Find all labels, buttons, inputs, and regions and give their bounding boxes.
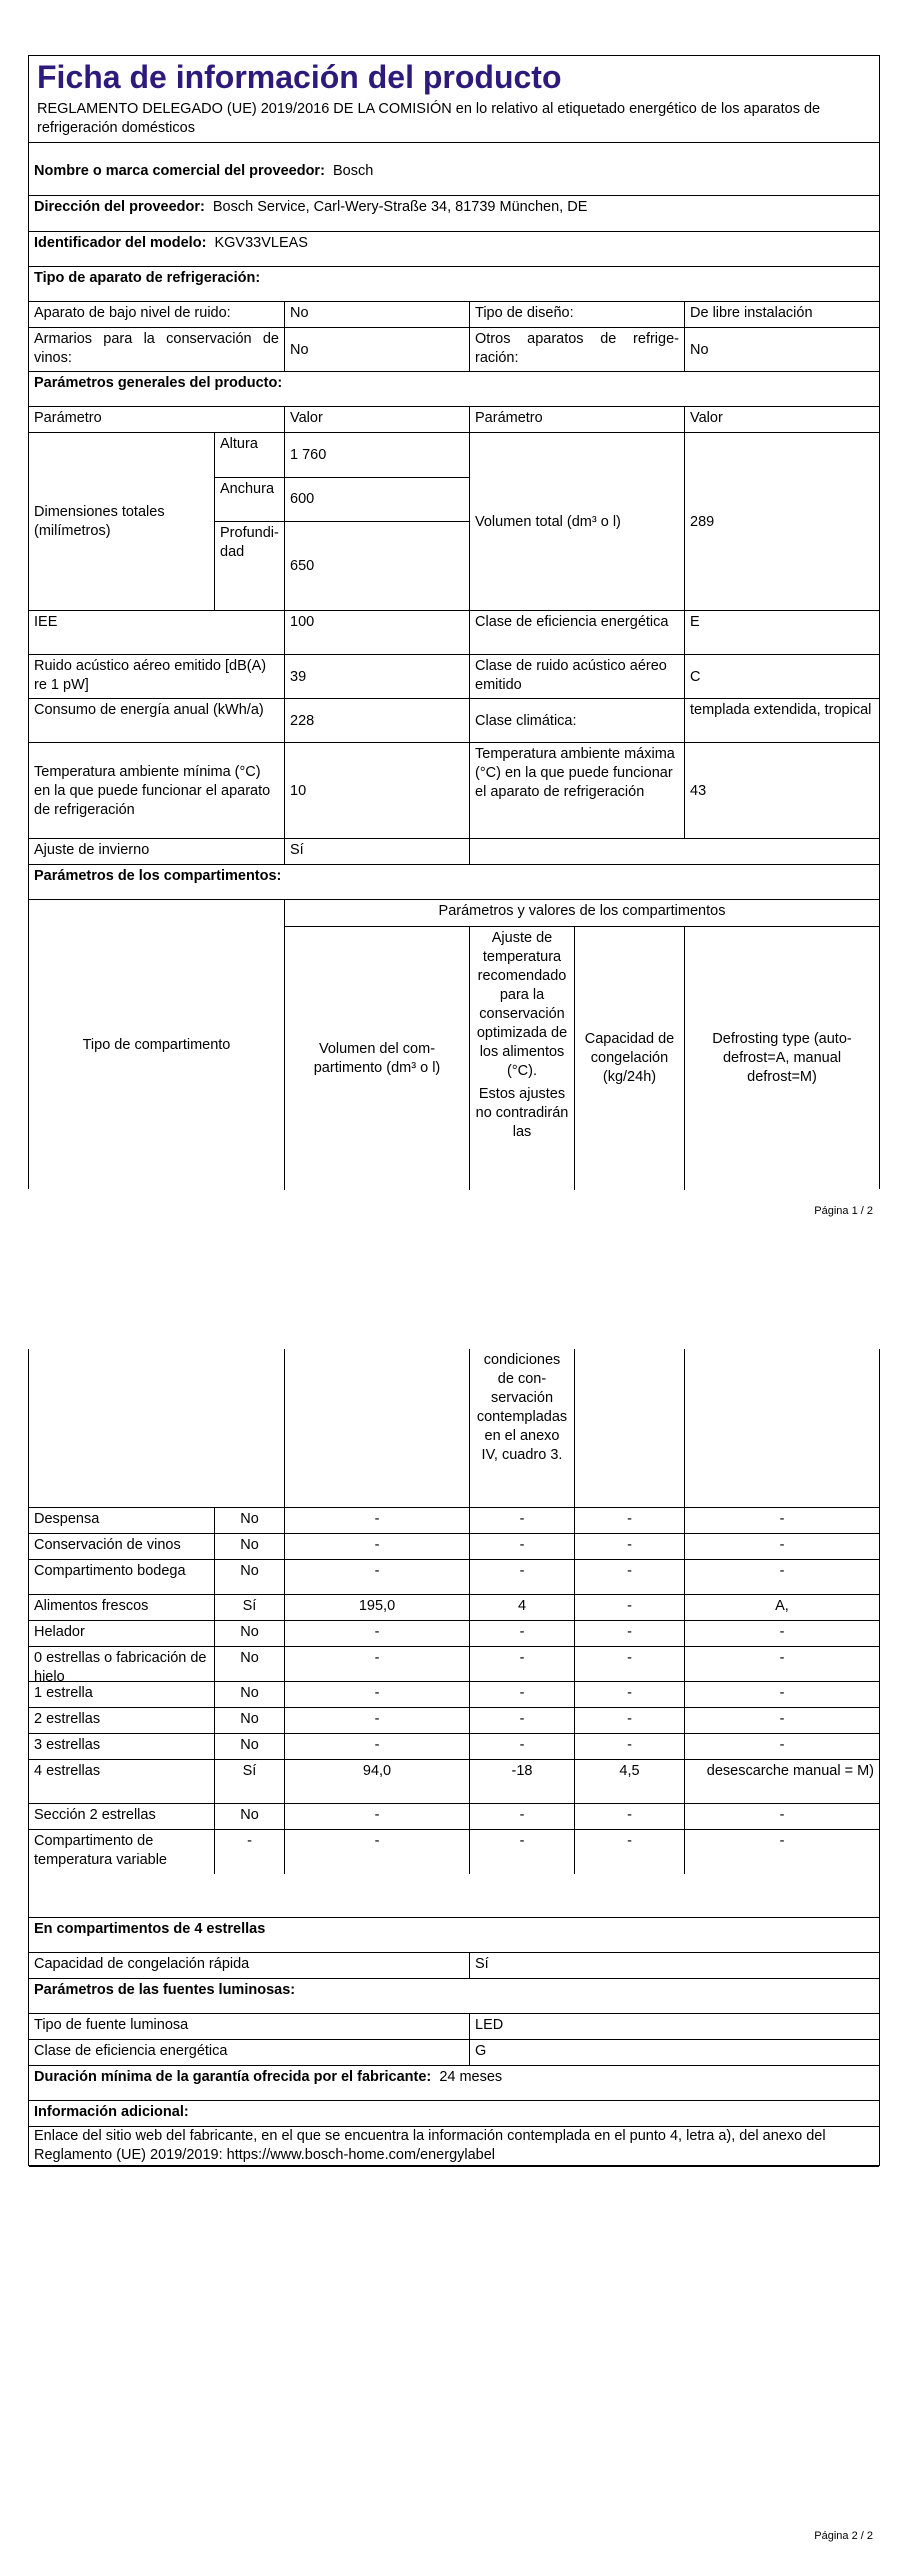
eei-row <box>29 610 879 655</box>
compartment-temperature: - <box>469 1734 574 1760</box>
dims-label: Dimensiones totales (milímetros) <box>34 504 165 539</box>
col-param: Parámetro <box>469 407 684 433</box>
compartment-temperature: -18 <box>469 1760 574 1804</box>
fast-freeze-row <box>29 1952 879 1979</box>
supplier-address-row <box>29 195 879 222</box>
climate-label: Clase climática: <box>475 712 577 729</box>
compartment-name: Despensa <box>34 1511 100 1527</box>
compartment-name: Conservación de vinos <box>34 1537 181 1553</box>
climate-value: templada extendida, tropical <box>684 699 879 743</box>
empty-cell <box>574 1349 684 1507</box>
general-header-row <box>29 406 879 433</box>
tmin-label: Temperatura ambiente mínima (°C) en la que puede funcionar el aparato de refrigeración <box>34 763 271 818</box>
compartment-volume: - <box>284 1804 469 1830</box>
height-label: Altura <box>214 433 284 477</box>
table-row <box>29 1803 879 1830</box>
design-value: De libre instalación <box>684 302 879 328</box>
other-value: No <box>690 341 709 358</box>
compartment-volume: - <box>284 1621 469 1647</box>
volume-header: Volumen del compartimento (dm³ o l) <box>313 1040 441 1076</box>
compartment-freezing-capacity: - <box>574 1682 684 1708</box>
compartment-defrost-type: - <box>684 1682 879 1708</box>
supplier-address-value: Bosch Service, Carl-Wery-Straße 34, 81739 München, DE <box>212 199 588 215</box>
page-number: Página 1 / 2 <box>814 1205 873 1217</box>
empty-cell <box>684 1349 879 1507</box>
light-class-value: G <box>469 2040 879 2066</box>
wine-value: No <box>290 341 309 358</box>
table-row <box>29 1733 879 1760</box>
compartment-present: No <box>214 1708 284 1734</box>
compartment-defrost-type: - <box>684 1621 879 1647</box>
noise-class-label: Clase de ruido acústico aéreo emitido <box>469 655 684 699</box>
compartment-header-continued <box>29 1349 879 1507</box>
compartment-name: Compartimento de temperatura variable <box>34 1833 167 1868</box>
table-row <box>29 1559 879 1595</box>
wine-row <box>29 327 879 372</box>
compartment-defrost-type: - <box>684 1508 879 1534</box>
empty-cell <box>469 839 879 865</box>
compartment-name: Sección 2 estrellas <box>34 1807 156 1823</box>
compartment-temperature: - <box>469 1508 574 1534</box>
tmax-value: 43 <box>690 782 707 799</box>
fast-freeze-value: Sí <box>469 1953 879 1979</box>
compartment-volume: - <box>284 1647 469 1682</box>
height-value: 1 760 <box>290 446 327 463</box>
compartment-defrost-type: - <box>684 1830 879 1874</box>
model-row <box>29 231 879 258</box>
light-heading <box>29 1978 879 2005</box>
compartment-temperature: - <box>469 1682 574 1708</box>
page-2 <box>28 1349 880 2166</box>
model-value: KGV33VLEAS <box>214 235 308 251</box>
empty-cell <box>29 1349 284 1507</box>
compartment-volume: - <box>284 1708 469 1734</box>
supplier-name-row <box>29 160 879 186</box>
compartment-name: Alimentos frescos <box>34 1598 149 1614</box>
compartment-present: No <box>214 1534 284 1560</box>
compartment-temperature: - <box>469 1534 574 1560</box>
consumption-row <box>29 698 879 743</box>
width-value: 600 <box>290 491 315 507</box>
col-value: Valor <box>684 407 879 433</box>
compartment-temperature: 4 <box>469 1595 574 1621</box>
low-noise-row <box>29 301 879 328</box>
dimensions-block <box>29 432 879 611</box>
compartment-temperature: - <box>469 1804 574 1830</box>
temperature-header <box>469 926 574 1190</box>
compartment-present: No <box>214 1647 284 1682</box>
section-heading: Parámetros generales del producto: <box>34 375 283 391</box>
light-type-row <box>29 2013 879 2040</box>
compartment-present: No <box>214 1560 284 1595</box>
appliance-type-heading <box>29 266 879 293</box>
compartment-present: No <box>214 1508 284 1534</box>
table-row <box>29 1620 879 1647</box>
compartment-freezing-capacity: - <box>574 1830 684 1874</box>
eei-label: IEE <box>34 614 58 630</box>
compartment-defrost-type: desescarche manual = M) <box>684 1760 879 1804</box>
warranty-label: Duración mínima de la garantía ofrecida por el fabricante: <box>34 2069 432 2085</box>
temperature-header-line2: Estos ajustes no contradirán las <box>475 1086 569 1140</box>
compartment-defrost-type: A, <box>684 1595 879 1621</box>
tmax-label: Temperatura ambiente máxima (°C) en la que puede funcionar el aparato de refrigeración <box>469 743 684 839</box>
compartment-volume: - <box>284 1560 469 1595</box>
compartment-freezing-capacity: - <box>574 1708 684 1734</box>
compartment-present: - <box>214 1830 284 1874</box>
section-heading: Parámetros de las fuentes luminosas: <box>34 1982 296 1998</box>
compartment-defrost-type: - <box>684 1534 879 1560</box>
compartment-present: Sí <box>214 1595 284 1621</box>
compartment-present: No <box>214 1804 284 1830</box>
compartment-name: 2 estrellas <box>34 1711 101 1727</box>
compartment-name: Compartimento bodega <box>34 1563 186 1579</box>
table-row <box>29 1759 879 1804</box>
compartment-volume: - <box>284 1682 469 1708</box>
noise-row <box>29 654 879 699</box>
width-label: Anchura <box>214 477 284 521</box>
compartment-present: No <box>214 1621 284 1647</box>
light-class-row <box>29 2039 879 2066</box>
temperature-header-line3: condiciones de conservación contempladas en el anexo IV, cuadro 3. <box>469 1349 574 1507</box>
compartment-defrost-type: - <box>684 1804 879 1830</box>
page-title: Ficha de información del producto <box>37 59 562 95</box>
group-header: Parámetros y valores de los compartimentos <box>284 900 879 926</box>
freeze-header: Capacidad de congelación (kg/24h) <box>584 1031 675 1085</box>
light-class-label: Clase de eficiencia energética <box>34 2043 228 2059</box>
compartment-freezing-capacity: - <box>574 1647 684 1682</box>
compartment-temperature: - <box>469 1830 574 1874</box>
table-row <box>29 1594 879 1621</box>
compartment-freezing-capacity: - <box>574 1508 684 1534</box>
noise-class-value: C <box>690 668 701 685</box>
consumption-label: Consumo de energía anual (kWh/a) <box>34 702 264 718</box>
compartment-volume: 94,0 <box>284 1760 469 1804</box>
type-header: Tipo de compartimento <box>82 1036 231 1053</box>
additional-heading <box>29 2100 879 2127</box>
col-value: Valor <box>284 407 469 433</box>
light-type-label: Tipo de fuente luminosa <box>34 2017 189 2033</box>
additional-row <box>29 2126 879 2167</box>
table-row <box>29 1707 879 1734</box>
compartment-name: 1 estrella <box>34 1685 93 1701</box>
volume-label: Volumen total (dm³ o l) <box>475 513 621 530</box>
compartment-freezing-capacity: - <box>574 1534 684 1560</box>
supplier-name-label: Nombre o marca comercial del proveedor: <box>34 163 325 179</box>
compartment-freezing-capacity: - <box>574 1734 684 1760</box>
compartment-present: Sí <box>214 1760 284 1804</box>
energy-class-value: E <box>684 611 879 655</box>
depth-label: Profundidad <box>214 521 284 611</box>
depth-value: 650 <box>290 558 315 574</box>
supplier-name-value: Bosch <box>332 163 374 179</box>
low-noise-value: No <box>284 302 469 328</box>
compartment-temperature: - <box>469 1621 574 1647</box>
table-row <box>29 1681 879 1708</box>
compartment-volume: - <box>284 1830 469 1874</box>
compartment-volume: - <box>284 1508 469 1534</box>
four-star-heading <box>29 1917 879 1944</box>
supplier-address-label: Dirección del proveedor: <box>34 199 205 215</box>
general-heading <box>29 371 879 398</box>
compartment-name: 4 estrellas <box>34 1763 101 1779</box>
design-label: Tipo de diseño: <box>469 302 684 328</box>
section-heading: En compartimentos de 4 estrellas <box>34 1921 266 1937</box>
compartment-freezing-capacity: - <box>574 1560 684 1595</box>
section-heading: Parámetros de los compartimentos: <box>34 868 282 884</box>
noise-value: 39 <box>290 668 307 685</box>
compartment-temperature: - <box>469 1647 574 1682</box>
compartment-present: No <box>214 1682 284 1708</box>
compartments-heading <box>29 864 879 891</box>
eei-value: 100 <box>284 611 469 655</box>
compartment-defrost-type: - <box>684 1647 879 1682</box>
compartment-defrost-type: - <box>684 1560 879 1595</box>
defrost-header: Defrosting type (auto-defrost=A, manual defrost=M) <box>712 1031 852 1085</box>
temperature-header-line1: Ajuste de temperatura recomendado para la conservación optimizada de los alimentos (°C). <box>476 930 568 1079</box>
compartment-volume: - <box>284 1534 469 1560</box>
fast-freeze-label: Capacidad de congelación rápida <box>34 1956 250 1972</box>
additional-text: Enlace del sitio web del fabricante, en el que se encuentra la información contemplada en el punto 4, letra a), del anexo del Reglamento (UE) 2019/2019: https://www.bosch-home.com/energylabel <box>34 2128 826 2163</box>
consumption-value: 228 <box>290 712 315 729</box>
compartment-freezing-capacity: - <box>574 1595 684 1621</box>
noise-label: Ruido acústico aéreo emitido [dB(A) re 1 pW] <box>34 658 267 693</box>
table-row <box>29 1646 879 1685</box>
compartment-temperature: - <box>469 1560 574 1595</box>
compartment-freezing-capacity: 4,5 <box>574 1760 684 1804</box>
compartment-name: Helador <box>34 1624 85 1640</box>
page-1 <box>28 55 880 1189</box>
compartment-defrost-type: - <box>684 1708 879 1734</box>
other-label: Otros aparatos de refrigeración: <box>469 328 684 372</box>
compartment-defrost-type: - <box>684 1734 879 1760</box>
compartment-freezing-capacity: - <box>574 1804 684 1830</box>
section-heading: Información adicional: <box>34 2104 189 2120</box>
wine-label: Armarios para la conservación de vinos: <box>34 331 279 366</box>
temperature-row <box>29 742 879 839</box>
table-row <box>29 1533 879 1560</box>
compartment-freezing-capacity: - <box>574 1621 684 1647</box>
light-type-value: LED <box>469 2014 879 2040</box>
compartment-volume: 195,0 <box>284 1595 469 1621</box>
winter-row <box>29 838 879 865</box>
winter-label: Ajuste de invierno <box>34 842 150 858</box>
empty-cell <box>284 1349 469 1507</box>
compartment-temperature: - <box>469 1708 574 1734</box>
col-param: Parámetro <box>34 410 102 426</box>
model-label: Identificador del modelo: <box>34 235 207 251</box>
tmin-value: 10 <box>290 782 307 799</box>
winter-value: Sí <box>284 839 469 865</box>
energy-class-label: Clase de eficiencia energética <box>469 611 684 655</box>
table-row <box>29 1507 879 1534</box>
regulation-text: REGLAMENTO DELEGADO (UE) 2019/2016 DE LA COMISIÓN en lo relativo al etiquetado energético de los aparatos de refrigeración domésticos <box>29 100 879 143</box>
compartment-header <box>29 899 879 1190</box>
warranty-row <box>29 2065 879 2092</box>
compartment-name: 0 estrellas o fabricación de hielo <box>34 1650 207 1685</box>
table-row <box>29 1829 879 1874</box>
page-number: Página 2 / 2 <box>814 2530 873 2542</box>
volume-value: 289 <box>690 513 715 530</box>
low-noise-label: Aparato de bajo nivel de ruido: <box>34 305 231 321</box>
section-heading: Tipo de aparato de refrigeración: <box>34 270 261 286</box>
warranty-value: 24 meses <box>439 2069 503 2085</box>
compartment-volume: - <box>284 1734 469 1760</box>
compartment-present: No <box>214 1734 284 1760</box>
compartment-name: 3 estrellas <box>34 1737 101 1753</box>
